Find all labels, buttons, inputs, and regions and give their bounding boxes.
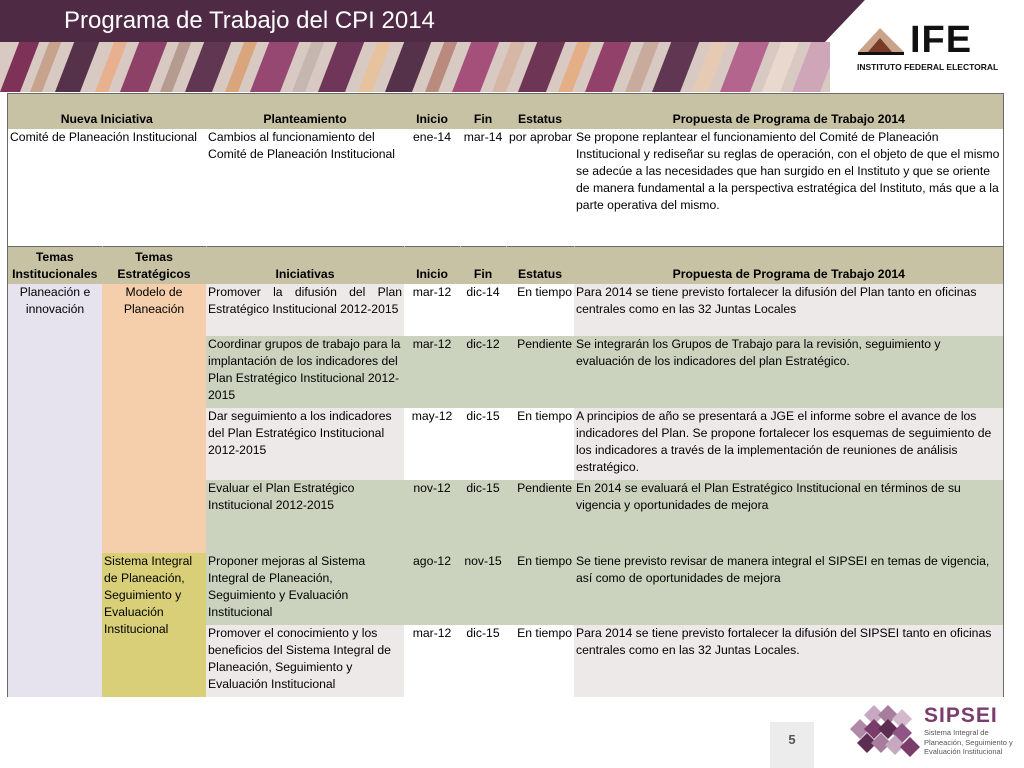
ife-logo-mark-icon [858,24,906,56]
sipsei-logo-subtitle [924,728,1013,757]
cell-propuesta: Para 2014 se tiene previsto fortalecer la difusión del Plan tanto en oficinas centrales como en las 32 Juntas Locales [574,284,1003,336]
cell-iniciativa: Promover la difusión del Plan Estratégico Institucional 2012-2015 [206,284,404,336]
cell-inicio: mar-12 [404,284,460,336]
cell-fin: dic-14 [460,284,506,336]
sipsei-subtitle-line: Planeación, Seguimiento y [924,737,1013,747]
table2-header-row [8,247,1003,285]
header-propuesta: Propuesta de Programa de Trabajo 2014 [574,94,1003,129]
header-nueva-iniciativa: Nueva Iniciativa [8,94,206,129]
cell-iniciativa: Coordinar grupos de trabajo para la implantación de los indicadores del Plan Estratégico Institucional 2012-2015 [206,336,404,408]
cell-inicio: ago-12 [404,553,460,625]
header-planteamiento: Planteamiento [206,94,404,129]
cell-inicio: mar-12 [404,336,460,408]
header-inicio: Inicio [404,94,460,129]
cell-iniciativa: Evaluar el Plan Estratégico Institucional 2012-2015 [206,480,404,553]
header-temas-institucionales: Temas Institucionales [8,247,102,285]
cell-fin: dic-15 [460,408,506,480]
table-row [8,284,1003,336]
cell-propuesta: Se integrarán los Grupos de Trabajo para la revisión, seguimiento y evaluación de los indicadores del plan Estratégico. [574,336,1003,408]
header-inicio: Inicio [404,247,460,285]
sipsei-subtitle-line: Evaluación Institucional [924,747,1003,756]
header-fin: Fin [460,247,506,285]
header-estatus: Estatus [506,94,574,129]
cell-fin: dic-15 [460,625,506,697]
table-row [8,553,1003,625]
cell-propuesta: Se propone replantear el funcionamiento del Comité de Planeación Institucional y rediseñar su reglas de operación, con el objeto de que el mismo se adecúe a las necesidades que han surgido en el Instituto y que se oriente de manera fundamental a la perspectiva estratégica del Instituto, más que a la parte operativa del mismo. [574,129,1003,247]
cell-estatus: En tiempo [506,284,574,336]
cell-propuesta: A principios de año se presentará a JGE el informe sobre el avance de los indicadores del Plan. Se propone fortalecer los esquemas de seguimiento de los indicadores a través de la implementación de reuniones de análisis estratégico. [574,408,1003,480]
page-title: Programa de Trabajo del CPI 2014 [64,7,435,34]
work-program-table [7,93,1004,697]
cell-estatus: Pendiente [506,480,574,553]
cell-propuesta: Para 2014 se tiene previsto fortalecer la difusión del SIPSEI tanto en oficinas centrales como en las 32 Juntas Locales. [574,625,1003,697]
header-temas-estrategicos: Temas Estratégicos [102,247,206,285]
cell-tema-institucional: Planeación e innovación [8,284,102,697]
cell-iniciativa: Dar seguimiento a los indicadores del Plan Estratégico Institucional 2012-2015 [206,408,404,480]
cell-nueva-iniciativa: Comité de Planeación Institucional [8,129,206,247]
cell-inicio: may-12 [404,408,460,480]
cell-iniciativa: Promover el conocimiento y los beneficios del Sistema Integral de Planeación, Seguimiento y Evaluación Institucional [206,625,404,697]
sipsei-logo-mark-icon [850,705,922,761]
cell-fin: nov-15 [460,553,506,625]
header-iniciativas: Iniciativas [206,247,404,285]
header-estatus: Estatus [506,247,574,285]
cell-fin: mar-14 [460,129,506,247]
cell-inicio: ene-14 [404,129,460,247]
slide-header [0,0,1024,92]
cell-planteamiento: Cambios al funcionamiento del Comité de Planeación Institucional [206,129,404,247]
cell-tema-estrategico-modelo: Modelo de Planeación [102,284,206,553]
header-propuesta: Propuesta de Programa de Trabajo 2014 [574,247,1003,285]
sipsei-logo [850,703,1020,767]
ife-logo [852,18,1012,80]
header-fin: Fin [460,94,506,129]
cell-fin: dic-12 [460,336,506,408]
table1-header-row [8,94,1003,129]
cell-estatus: Pendiente [506,336,574,408]
cell-fin: dic-15 [460,480,506,553]
cell-propuesta: En 2014 se evaluará el Plan Estratégico Institucional en términos de su vigencia y oportunidades de mejora [574,480,1003,553]
cell-estatus: En tiempo [506,625,574,697]
ife-logo-subtitle: INSTITUTO FEDERAL ELECTORAL [857,62,999,72]
cell-iniciativa: Proponer mejoras al Sistema Integral de Planeación, Seguimiento y Evaluación Institucional [206,553,404,625]
sipsei-subtitle-line: Sistema Integral de [924,728,989,737]
sipsei-logo-text: SIPSEI [924,704,998,727]
cell-inicio: nov-12 [404,480,460,553]
ife-logo-text: IFE [910,19,973,61]
cell-inicio: mar-12 [404,625,460,697]
cell-estatus: por aprobar [506,129,574,247]
cell-tema-estrategico-sistema: Sistema Integral de Planeación, Seguimiento y Evaluación Institucional [102,553,206,697]
table-row [8,129,1003,247]
page-number: 5 [770,722,814,768]
cell-propuesta: Se tiene previsto revisar de manera integral el SIPSEI en temas de vigencia, así como de oportunidades de mejora [574,553,1003,625]
cell-estatus: En tiempo [506,408,574,480]
cell-estatus: En tiempo [506,553,574,625]
